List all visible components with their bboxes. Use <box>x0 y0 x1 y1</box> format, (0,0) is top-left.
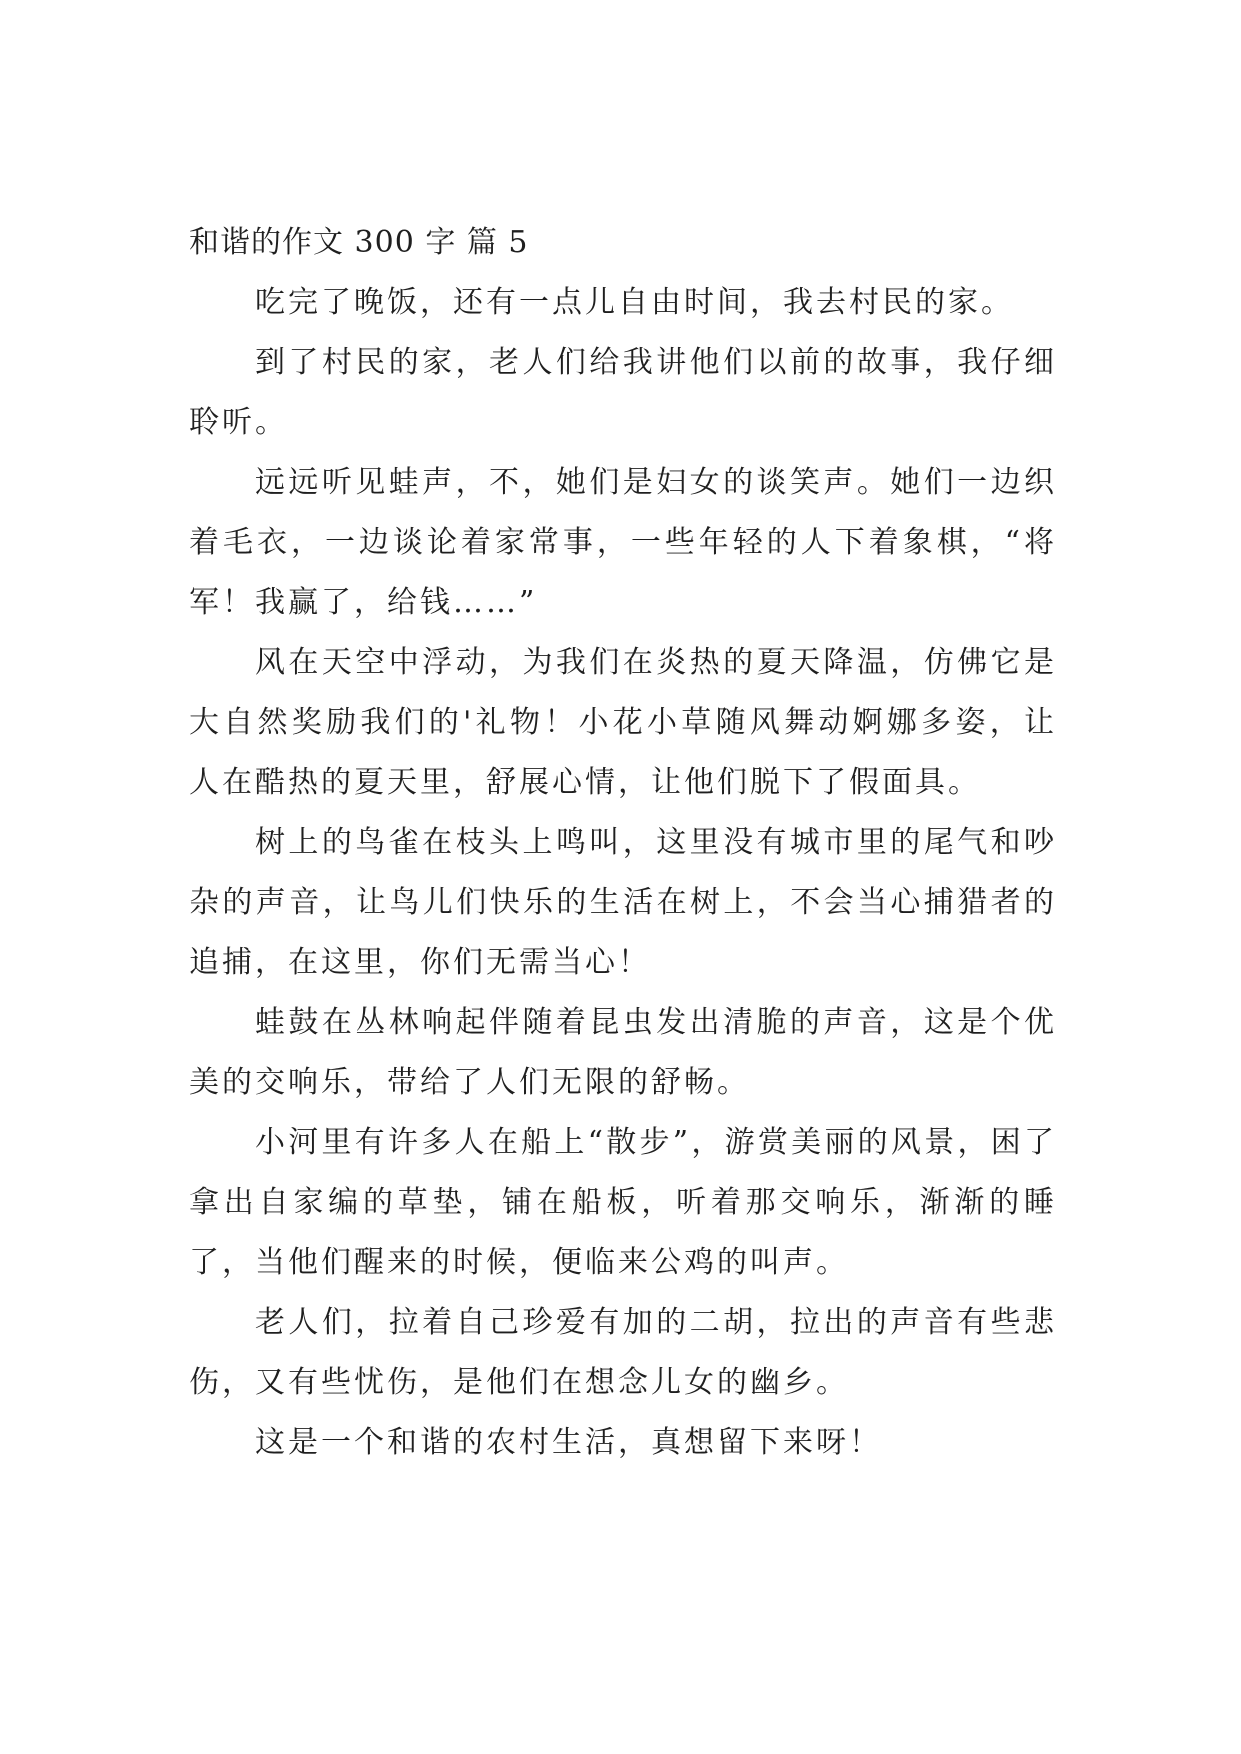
paragraph-3: 远远听见蛙声，不，她们是妇女的谈笑声。她们一边织着毛衣，一边谈论着家常事，一些年轻的人下着象棋，“将军！我赢了，给钱……” <box>189 465 1057 620</box>
paragraph-9: 这是一个和谐的农村生活，真想留下来呀！ <box>255 1425 882 1460</box>
paragraph-8: 老人们，拉着自己珍爱有加的二胡，拉出的声音有些悲伤，又有些忧伤，是他们在想念儿女的幽乡。 <box>189 1305 1057 1400</box>
essay-body <box>189 213 1057 1473</box>
essay-title: 和谐的作文 300 字 篇 5 <box>189 225 529 260</box>
paragraph-7: 小河里有许多人在船上“散步”，游赏美丽的风景，困了拿出自家编的草垫，铺在船板，听着那交响乐，渐渐的睡了，当他们醒来的时候，便临来公鸡的叫声。 <box>189 1125 1057 1280</box>
paragraph-6: 蛙鼓在丛林响起伴随着昆虫发出清脆的声音，这是个优美的交响乐，带给了人们无限的舒畅。 <box>189 1005 1057 1100</box>
paragraph-4: 风在天空中浮动，为我们在炎热的夏天降温，仿佛它是大自然奖励我们的'礼物！小花小草随风舞动婀娜多姿，让人在酷热的夏天里，舒展心情，让他们脱下了假面具。 <box>189 645 1057 800</box>
paragraph-2: 到了村民的家，老人们给我讲他们以前的故事，我仔细聆听。 <box>189 345 1057 440</box>
paragraph-1: 吃完了晚饭，还有一点儿自由时间，我去村民的家。 <box>255 285 1014 320</box>
paragraph-5: 树上的鸟雀在枝头上鸣叫，这里没有城市里的尾气和吵杂的声音，让鸟儿们快乐的生活在树上，不会当心捕猎者的追捕，在这里，你们无需当心！ <box>189 825 1057 980</box>
